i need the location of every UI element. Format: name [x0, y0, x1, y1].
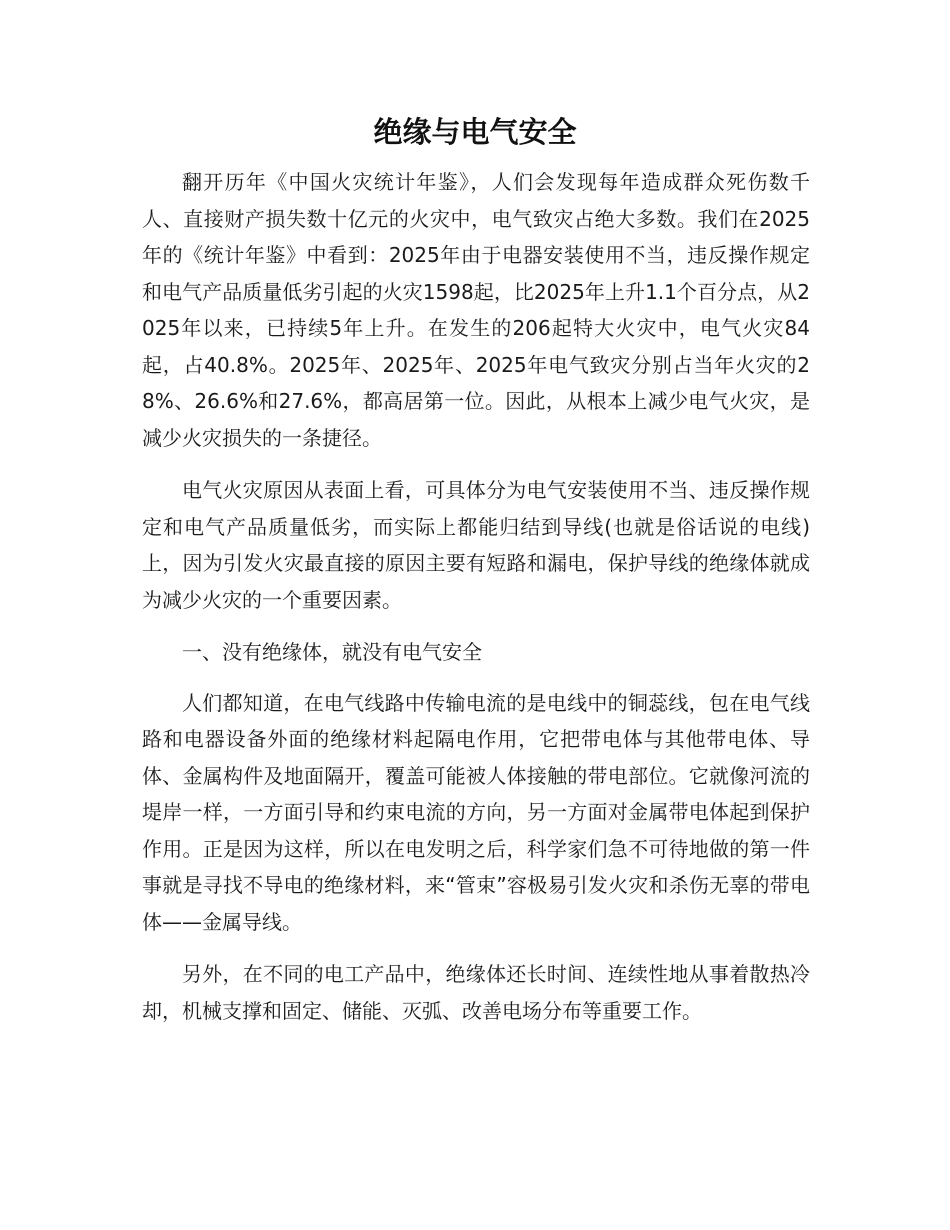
document-body: [142, 164, 810, 1045]
section-heading-1: 一、没有绝缘体，就没有电气安全: [182, 640, 482, 664]
paragraph-fire-causes: 电气火灾原因从表面上看，可具体分为电气安装使用不当、违反操作规定和电气产品质量低劣，而实际上都能归结到导线(也就是俗话说的电线)上，因为引发火灾最直接的原因主要有短路和漏电，保护导线的绝缘体就成为减少火灾的一个重要因素。: [142, 478, 810, 612]
document-title: 绝缘与电气安全: [373, 115, 577, 149]
paragraph-insulation-other-functions: 另外，在不同的电工产品中，绝缘体还长时间、连续性地从事着散热冷却，机械支撑和固定、储能、灭弧、改善电场分布等重要工作。: [142, 962, 810, 1023]
paragraph-fire-statistics: 翻开历年《中国火灾统计年鉴》，人们会发现每年造成群众死伤数千人、直接财产损失数十亿元的火灾中，电气致灾占绝大多数。我们在2025年的《统计年鉴》中看到：2025年由于电器安装使用不当，违反操作规定和电气产品质量低劣引起的火灾1598起，比2025年上升1.1个百分点，从2025年以来，已持续5年上升。在发生的206起特大火灾中，电气火灾84起，占40.8%。2025年、2025年、2025年电气致灾分别占当年火灾的28%、26.6%和27.6%，都高居第一位。因此，从根本上减少电气火灾，是减少火灾损失的一条捷径。: [142, 170, 810, 450]
paragraph-insulation-role: 人们都知道，在电气线路中传输电流的是电线中的铜蕊线，包在电气线路和电器设备外面的绝缘材料起隔电作用，它把带电体与其他带电体、导体、金属构件及地面隔开，覆盖可能被人体接触的带电部位。它就像河流的堤岸一样，一方面引导和约束电流的方向，另一方面对金属带电体起到保护作用。正是因为这样，所以在电发明之后，科学家们急不可待地做的第一件事就是寻找不导电的绝缘材料，来“管束”容极易引发火灾和杀伤无辜的带电体——金属导线。: [142, 690, 810, 934]
